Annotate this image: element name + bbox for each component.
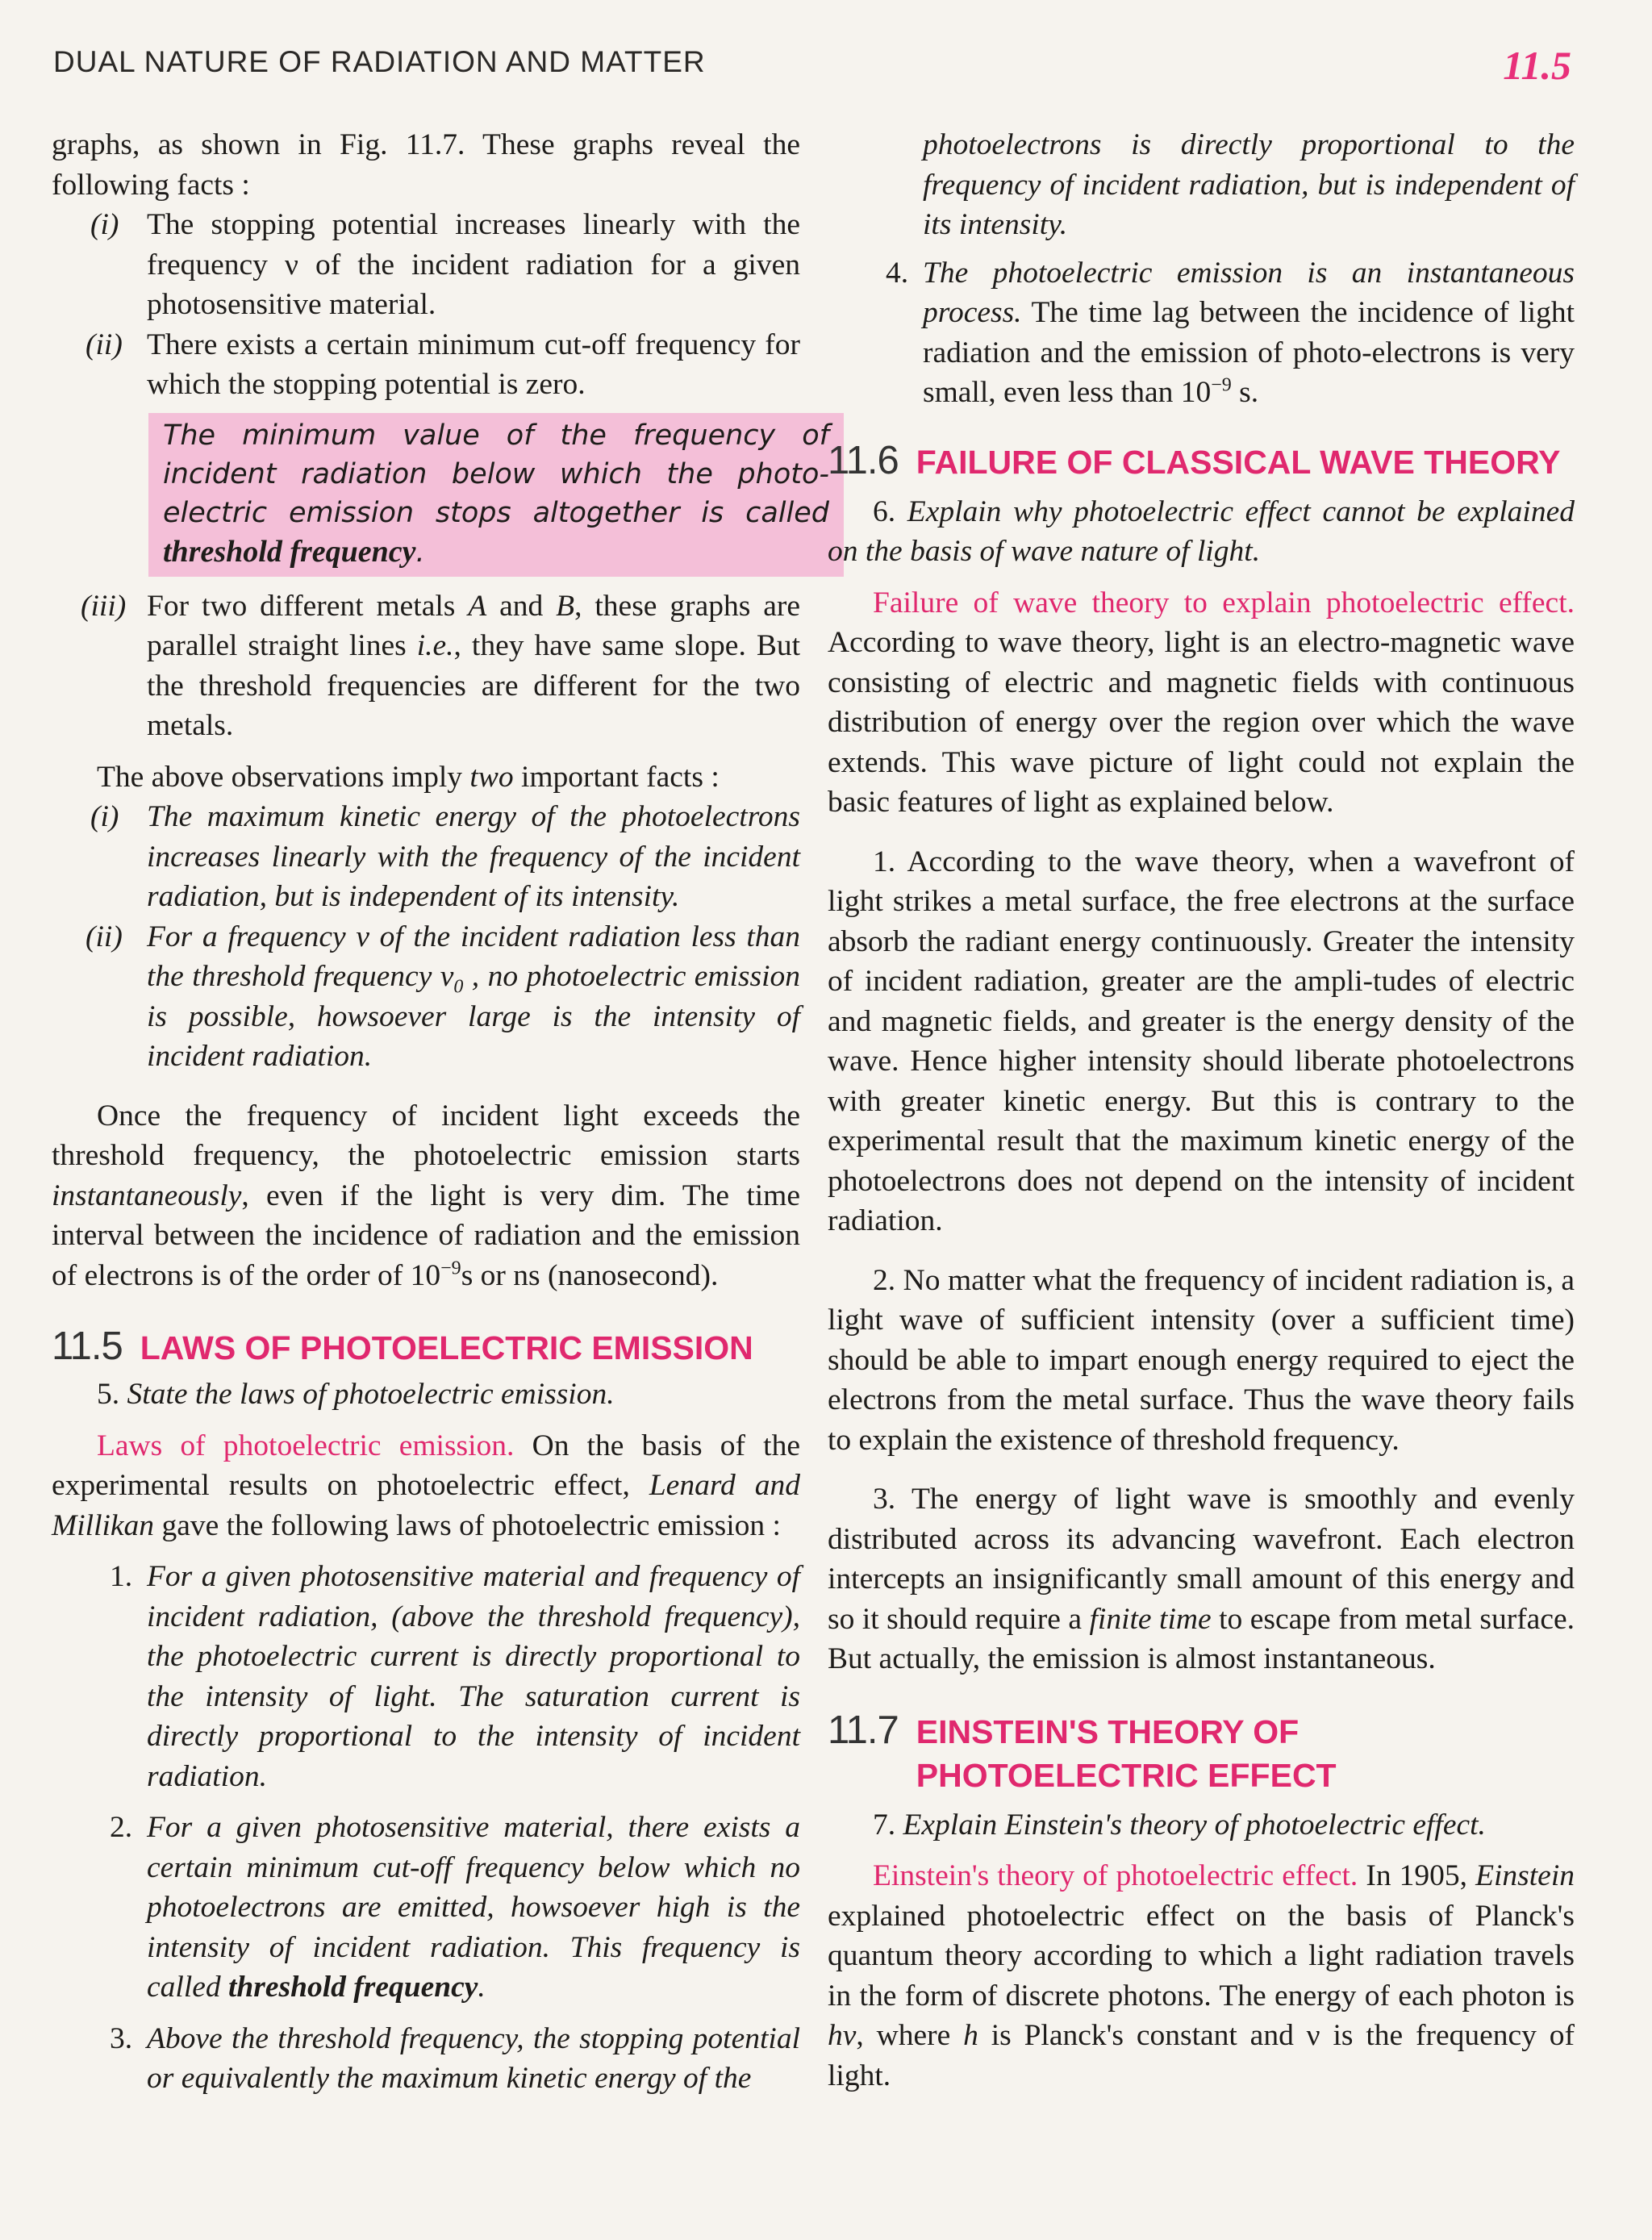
list-marker: (iii)	[81, 589, 127, 623]
failure-lead: Failure of wave theory to explain photoelectric effect.	[873, 586, 1575, 619]
law-term: threshold frequency	[228, 1971, 478, 2004]
point-number: 3.	[873, 1483, 896, 1516]
question-5	[52, 1374, 800, 1415]
obs-emph: two	[469, 760, 514, 794]
failure-paragraph	[828, 583, 1575, 823]
para-emph: finite time	[1089, 1602, 1212, 1636]
law-3-continued: photoelectrons is directly proportional to the frequency of incident radiation, but is independent of its intensity.	[923, 128, 1575, 241]
right-column	[828, 125, 1575, 2096]
para-text: explained photoelectric effect on the basis of Planck's quantum theory according to which a light radiation travels in the form of discrete photons. The energy of each photon is	[828, 1899, 1575, 2013]
fact-text: The stopping potential increases linearly with the frequency ν of the incident radiation for a given photosensitive material.	[147, 208, 800, 321]
list-marker: 2.	[110, 1811, 133, 1844]
fact-item-1	[52, 205, 800, 325]
section-title	[916, 1707, 1337, 1797]
para-text: gave the following laws of photoelectric emission :	[154, 1508, 781, 1542]
scientist-name: Einstein	[1475, 1859, 1575, 1892]
fact-item-2	[52, 325, 800, 405]
law-emph: The photoelectric emission is an instantaneous process.	[923, 256, 1575, 329]
ie-abbrev: i.e.	[416, 629, 454, 662]
metal-b: B	[556, 589, 575, 623]
page-number: 11.5	[1503, 43, 1571, 88]
list-marker: (i)	[90, 208, 119, 241]
definition-box	[148, 413, 844, 577]
section-title: FAILURE OF CLASSICAL WAVE THEORY	[916, 443, 1561, 481]
point-3-paragraph	[828, 1479, 1575, 1679]
question-number: 7.	[873, 1808, 896, 1842]
list-marker: (ii)	[86, 920, 123, 953]
section-number: 11.7	[828, 1708, 899, 1752]
point-number: 1.	[873, 845, 896, 878]
einstein-lead: Einstein's theory of photoelectric effect.	[873, 1859, 1358, 1892]
exponent: −9	[440, 1258, 461, 1279]
exponent: −9	[1211, 374, 1232, 396]
page-header	[53, 42, 1571, 90]
laws-lead: Laws of photoelectric emission.	[97, 1429, 515, 1462]
question-number: 5.	[97, 1378, 120, 1411]
fact-text: , these graphs are parallel straight lines	[147, 589, 800, 662]
section-11-7-heading	[828, 1707, 1575, 1797]
law-item-1	[52, 1557, 800, 1796]
list-marker: (ii)	[86, 327, 123, 361]
para-text: No matter what the frequency of incident radiation is, a light wave of sufficient intensity (over a sufficient time) should be able to impart enough energy required to eject the electrons from the metal surface. Thus the wave theory fails to explain the existence of threshold frequency.	[828, 1263, 1575, 1457]
question-7	[828, 1805, 1575, 1846]
question-number: 6.	[873, 494, 896, 528]
fact-text: For two different metals	[147, 589, 469, 623]
section-title: LAWS OF PHOTOELECTRIC EMISSION	[140, 1329, 753, 1366]
list-marker: 1.	[110, 1560, 133, 1593]
point-number: 2.	[873, 1263, 896, 1297]
law-item-2	[52, 1808, 800, 2008]
section-title-line-1: EINSTEIN'S THEORY OF	[916, 1712, 1299, 1750]
para-text: to escape from metal surface. But actually, the emission is almost instantaneous.	[828, 1602, 1575, 1675]
point-2-paragraph	[828, 1261, 1575, 1461]
fact-text: and	[486, 589, 557, 623]
einstein-paragraph	[828, 1856, 1575, 2096]
implication-text: , no photoelectric emission is possible, howsoever large is the intensity of incident radiation.	[147, 960, 800, 1073]
question-text: Explain Einstein's theory of photoelectric effect.	[903, 1808, 1486, 1842]
section-11-5-heading	[52, 1323, 800, 1370]
section-number: 11.6	[828, 438, 899, 482]
list-marker: 4.	[886, 256, 909, 290]
law-item-3	[52, 2019, 800, 2099]
implication-text: The maximum kinetic energy of the photoelectrons increases linearly with the frequency of the incident radiation, but is independent of its intensity.	[147, 800, 800, 913]
fact-item-3	[52, 586, 800, 746]
law-item-4	[828, 253, 1575, 413]
implication-item-2	[52, 917, 800, 1077]
law-text: .	[478, 1971, 486, 2004]
definition-end: .	[415, 536, 425, 569]
subscript: 0	[453, 976, 464, 998]
implication-text: For a frequency ν of the incident radiation less than the threshold frequency ν	[147, 920, 800, 993]
left-column	[52, 125, 829, 2099]
law-text: For a given photosensitive material, there exists a certain minimum cut-off frequency below which no photoelectrons are emitted, howsoever high is the intensity of incident radiation. This frequency is called	[147, 1811, 800, 2004]
para-text: s or ns (nanosecond).	[461, 1258, 719, 1292]
para-text: According to the wave theory, when a wavefront of light strikes a metal surface, the free electrons at the surface absorb the radiant energy continuously. Greater the intensity of incident radiation, greater are the ampli-tudes of electric and magnetic fields, and greater is the energy density of the wave. Hence higher intensity should liberate photoelectrons with greater kinetic energy. But this is contrary to the experimental result that the maximum kinetic energy of the photoelectrons does not depend on the intensity of incident radiation.	[828, 845, 1575, 1237]
law-text: Above the threshold frequency, the stopping potential or equivalently the maximum kinetic energy of the	[147, 2021, 800, 2095]
para-text: In 1905,	[1358, 1859, 1476, 1892]
once-paragraph	[52, 1096, 800, 1296]
obs-text: important facts :	[513, 760, 720, 794]
definition-text: The minimum value of the frequency of incident radiation below which the photo-electric emission stops altogether is called	[163, 419, 829, 529]
question-text: Explain why photoelectric effect cannot be explained on the basis of wave nature of light.	[828, 494, 1575, 568]
laws-paragraph	[52, 1426, 800, 1546]
fact-text: There exists a certain minimum cut-off frequency for which the stopping potential is zero.	[147, 327, 800, 401]
obs-text: The above observations imply	[97, 760, 470, 794]
metal-a: A	[468, 589, 487, 623]
law-text: For a given photosensitive material and frequency of incident radiation, (above the threshold frequency), the photoelectric current is directly proportional to the intensity of light. The saturation current is directly proportional to the intensity of incident radiation.	[147, 1560, 800, 1793]
law-text: s.	[1231, 376, 1259, 409]
para-text: According to wave theory, light is an electro-magnetic wave consisting of electric and magnetic fields with continuous distribution of energy over the region over which the wave extends. This wave picture of light could not explain the basic features of light as explained below.	[828, 626, 1575, 819]
para-text: Once the frequency of incident light exceeds the threshold frequency, the photoelectric emission starts	[52, 1099, 800, 1172]
para-text: The energy of light wave is smoothly and evenly distributed across its advancing wavefront. Each electron intercepts an insignificantly small amount of this energy and so it should require a	[828, 1483, 1575, 1636]
section-number: 11.5	[52, 1324, 123, 1368]
intro-paragraph: graphs, as shown in Fig. 11.7. These graphs reveal the following facts :	[52, 128, 800, 202]
list-marker: 3.	[110, 2021, 133, 2055]
para-text: On the basis of the experimental results on photoelectric effect,	[52, 1429, 800, 1502]
para-text: , even if the light is very dim. The time interval between the incidence of radiation and the emission of electrons is of the order of 10	[52, 1178, 800, 1292]
section-title-line-2: PHOTOELECTRIC EFFECT	[916, 1756, 1337, 1794]
law-text: The time lag between the incidence of light radiation and the emission of photo-electrons is very small, even less than 10	[923, 296, 1575, 409]
implication-item-1	[52, 797, 800, 917]
fact-text: , they have same slope. But the threshold frequencies are different for the two metals.	[147, 629, 800, 742]
para-text: , where	[856, 2019, 964, 2052]
list-marker: (i)	[90, 800, 119, 833]
running-head: DUAL NATURE OF RADIATION AND MATTER	[53, 45, 706, 78]
symbol-hv: hν	[828, 2019, 857, 2052]
observations-lead	[52, 757, 800, 798]
question-text: State the laws of photoelectric emission.	[127, 1378, 615, 1411]
para-text: is Planck's constant and ν is the frequency of light.	[828, 2019, 1575, 2092]
section-11-6-heading	[828, 437, 1575, 484]
question-6	[828, 492, 1575, 572]
para-emph: instantaneously	[52, 1178, 242, 1212]
scientist-names: Lenard and Millikan	[52, 1469, 800, 1542]
definition-term: threshold frequency	[163, 534, 416, 569]
symbol-h: h	[963, 2019, 978, 2052]
point-1-paragraph	[828, 842, 1575, 1241]
